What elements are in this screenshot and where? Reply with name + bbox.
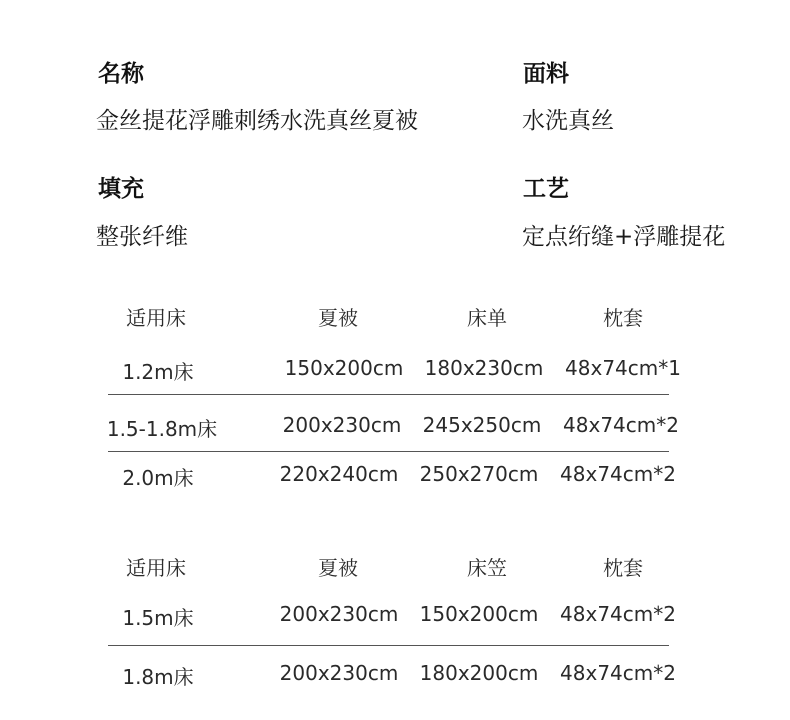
table1-header-quilt: 夏被 [318, 306, 358, 330]
table1-header-bed: 适用床 [126, 306, 186, 330]
table1-row3-quilt: 220x240cm [279, 462, 399, 486]
row-divider [108, 394, 669, 395]
table2-row2-fitted-sheet: 180x200cm [419, 661, 539, 685]
filling-value: 整张纤维 [96, 224, 188, 250]
table1-row2-quilt: 200x230cm [282, 413, 402, 437]
row-divider [108, 645, 669, 646]
table2-row2-bed: 1.8m床 [122, 665, 194, 689]
name-value: 金丝提花浮雕刺绣水洗真丝夏被 [96, 108, 418, 134]
fabric-label: 面料 [523, 61, 569, 87]
table1-row2-bed: 1.5-1.8m床 [106, 417, 218, 441]
fabric-value: 水洗真丝 [522, 108, 614, 134]
table1-row1-quilt: 150x200cm [284, 356, 404, 380]
table1-row3-bed: 2.0m床 [122, 466, 194, 490]
craft-label: 工艺 [523, 176, 569, 202]
table2-header-fitted-sheet: 床笠 [467, 556, 507, 580]
table2-row1-fitted-sheet: 150x200cm [419, 602, 539, 626]
table1-row1-sheet: 180x230cm [424, 356, 544, 380]
table2-row1-bed: 1.5m床 [122, 606, 194, 630]
table2-row1-quilt: 200x230cm [279, 602, 399, 626]
table1-header-pillowcase: 枕套 [603, 306, 643, 330]
table1-row3-sheet: 250x270cm [419, 462, 539, 486]
craft-value: 定点绗缝+浮雕提花 [522, 224, 726, 250]
row-divider [108, 451, 669, 452]
table2-row1-pillowcase: 48x74cm*2 [560, 602, 676, 626]
filling-label: 填充 [98, 176, 144, 202]
table1-row2-sheet: 245x250cm [422, 413, 542, 437]
table2-row2-pillowcase: 48x74cm*2 [560, 661, 676, 685]
table2-row2-quilt: 200x230cm [279, 661, 399, 685]
table1-row1-pillowcase: 48x74cm*1 [565, 356, 681, 380]
table2-header-quilt: 夏被 [318, 556, 358, 580]
table2-header-bed: 适用床 [126, 556, 186, 580]
table2-header-pillowcase: 枕套 [603, 556, 643, 580]
table1-row1-bed: 1.2m床 [122, 360, 194, 384]
table1-header-sheet: 床单 [467, 306, 507, 330]
name-label: 名称 [98, 61, 144, 87]
table1-row3-pillowcase: 48x74cm*2 [560, 462, 676, 486]
table1-row2-pillowcase: 48x74cm*2 [563, 413, 679, 437]
